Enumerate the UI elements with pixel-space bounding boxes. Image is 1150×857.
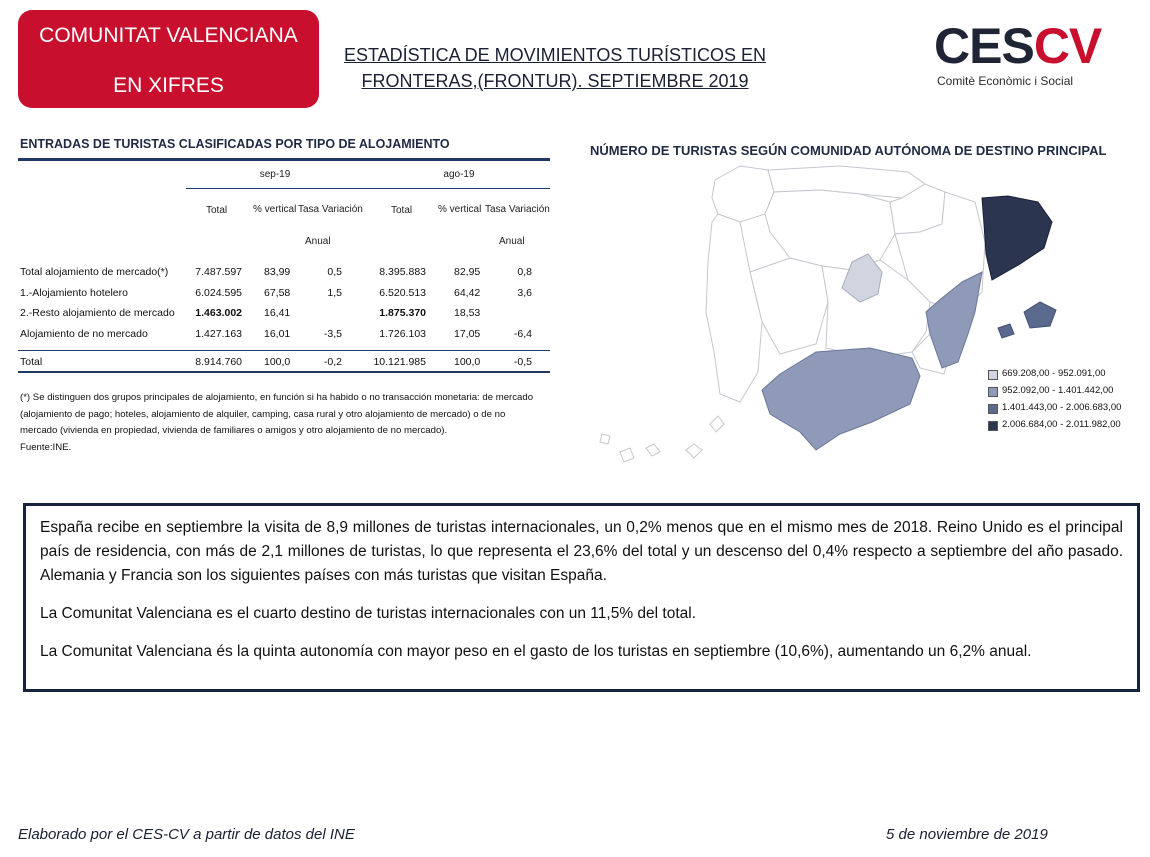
cell-total-sep: 1.463.002 <box>195 307 242 319</box>
document-title-line-1: ESTADÍSTICA DE MOVIMIENTOS TURÍSTICOS EN <box>343 45 767 65</box>
legend-swatch <box>988 404 998 414</box>
col-total-1: Total <box>206 205 228 216</box>
summary-paragraph-1: España recibe en septiembre la visita de 8,9 millones de turistas internacionales, un 0,2% menos que en el mismo mes de 2018. Reino Unido es el principal país de residencia, con más de 2,1 millones de turistas, lo que representa el 23,6% del total y un descenso del 0,4% respecto a septiembre del año pasado. Alemania y Francia son los siguientes países con más turistas que visitan España. <box>40 519 1123 584</box>
col-vertical-1: % vertical <box>253 204 297 215</box>
footer-date: 5 de noviembre de 2019 <box>886 826 1048 843</box>
document-title <box>335 42 775 94</box>
col-variacion-2: Tasa Variación <box>485 204 550 215</box>
legend-label: 669.208,00 - 952.091,00 <box>1002 368 1106 379</box>
logo-ces-text: CES <box>934 18 1034 74</box>
region-catalunya <box>982 196 1052 280</box>
cell-total-ago: 10.121.985 <box>373 356 426 368</box>
cescv-logo <box>934 16 1104 96</box>
cell-total-sep: 6.024.595 <box>195 287 242 299</box>
logo-subtitle: Comitè Econòmic i Social <box>937 74 1074 88</box>
badge-line-2: EN XIFRES <box>113 74 224 97</box>
period-header-sep: sep-19 <box>259 169 291 180</box>
cell-total-sep: 8.914.760 <box>195 356 242 368</box>
cell-vertical-ago: 100,0 <box>454 356 481 368</box>
cell-total-ago: 1.875.370 <box>379 307 426 319</box>
table-bottom-rule <box>18 371 550 373</box>
cell-vertical-ago: 18,53 <box>454 307 481 319</box>
cell-vertical-sep: 16,41 <box>264 307 291 319</box>
spain-choropleth-map <box>590 162 1090 480</box>
region-extremadura <box>750 258 828 354</box>
cell-total-ago: 6.520.513 <box>379 287 426 299</box>
cell-vertical-sep: 16,01 <box>264 328 291 340</box>
legend-label: 2.006.684,00 - 2.011.982,00 <box>1002 419 1121 430</box>
cell-rate-ago: 3,6 <box>517 287 532 299</box>
cell-rate-ago: -6,4 <box>513 328 532 340</box>
region-castilla-leon <box>765 190 895 270</box>
cell-total-ago: 1.726.103 <box>379 328 426 340</box>
legend-swatch <box>988 387 998 397</box>
cell-vertical-sep: 100,0 <box>264 356 291 368</box>
cell-rate-sep: 1,5 <box>327 287 342 299</box>
col-anual-1: Anual <box>305 236 331 247</box>
region-badge <box>18 10 319 108</box>
region-portugal-border <box>706 214 762 402</box>
col-total-2: Total <box>391 205 413 216</box>
col-vertical-2: % vertical <box>438 204 482 215</box>
cell-vertical-ago: 82,95 <box>454 266 481 278</box>
cell-rate-ago: -0,5 <box>513 356 532 368</box>
logo-cv-text: CV <box>1033 18 1102 74</box>
period-header-ago: ago-19 <box>443 169 475 180</box>
table-footnote <box>20 390 540 456</box>
legend-swatch <box>988 421 998 431</box>
footnote-text: (*) Se distinguen dos grupos principales de alojamiento, en función si ha habido o no transacción monetaria: de mercado (alojamiento de pago; hoteles, alojamiento de alquiler, camping, casa rural y otro alojamiento de mercado) o de no mercado (vivienda en propiedad, vivienda de familiares o amigos y otro alojamiento de no mercado). <box>20 392 534 436</box>
cell-rate-sep: -0,2 <box>323 356 342 368</box>
summary-box <box>23 503 1140 692</box>
row-label: Alojamiento de no mercado <box>20 328 148 340</box>
badge-line-1: COMUNITAT VALENCIANA <box>39 24 298 47</box>
footer-credit: Elaborado por el CES-CV a partir de datos del INE <box>18 826 355 843</box>
island-canary-2 <box>620 448 634 462</box>
island-canary-4 <box>686 444 702 458</box>
region-andalucia <box>762 348 920 450</box>
region-islas-baleares <box>998 302 1056 338</box>
total-row-rule <box>18 350 550 351</box>
cell-rate-sep: 0,5 <box>327 266 342 278</box>
cell-vertical-sep: 83,99 <box>264 266 291 278</box>
cell-vertical-ago: 17,05 <box>454 328 481 340</box>
legend-label: 1.401.443,00 - 2.006.683,00 <box>1002 402 1122 413</box>
cell-vertical-ago: 64,42 <box>454 287 481 299</box>
cell-vertical-sep: 67,58 <box>264 287 291 299</box>
cell-total-sep: 1.427.163 <box>195 328 242 340</box>
table-section-title: ENTRADAS DE TURISTAS CLASIFICADAS POR TIPO DE ALOJAMIENTO <box>20 137 450 151</box>
cell-total-ago: 8.395.883 <box>379 266 426 278</box>
legend-label: 952.092,00 - 1.401.442,00 <box>1002 385 1114 396</box>
island-canary-3 <box>646 444 660 456</box>
island-canary-1 <box>600 434 610 444</box>
cell-rate-ago: 0,8 <box>517 266 532 278</box>
row-label: 2.-Resto alojamiento de mercado <box>20 307 175 319</box>
cell-rate-sep: -3,5 <box>323 328 342 340</box>
summary-paragraph-3: La Comunitat Valenciana és la quinta autonomía con mayor peso en el gasto de los turistas en septiembre (10,6%), aumentando un 6,2% anual. <box>40 643 1032 660</box>
row-label: 1.-Alojamiento hotelero <box>20 287 128 299</box>
table-top-rule <box>18 158 550 161</box>
island-lanzarote <box>710 416 724 432</box>
map-title: NÚMERO DE TURISTAS SEGÚN COMUNIDAD AUTÓNOMA DE DESTINO PRINCIPAL <box>590 143 1107 158</box>
col-variacion-1: Tasa Variación <box>298 204 363 215</box>
row-label: Total alojamiento de mercado(*) <box>20 266 169 278</box>
document-title-line-2: FRONTERAS,(FRONTUR). SEPTIEMBRE 2019 <box>361 71 749 91</box>
row-label: Total <box>20 356 43 368</box>
source-text: Fuente:INE. <box>20 441 72 453</box>
col-anual-2: Anual <box>499 236 525 247</box>
period-header-rule <box>186 188 550 189</box>
summary-paragraph-2: La Comunitat Valenciana es el cuarto destino de turistas internacionales con un 11,5% del total. <box>40 605 696 622</box>
legend-swatch <box>988 370 998 380</box>
cell-total-sep: 7.487.597 <box>195 266 242 278</box>
